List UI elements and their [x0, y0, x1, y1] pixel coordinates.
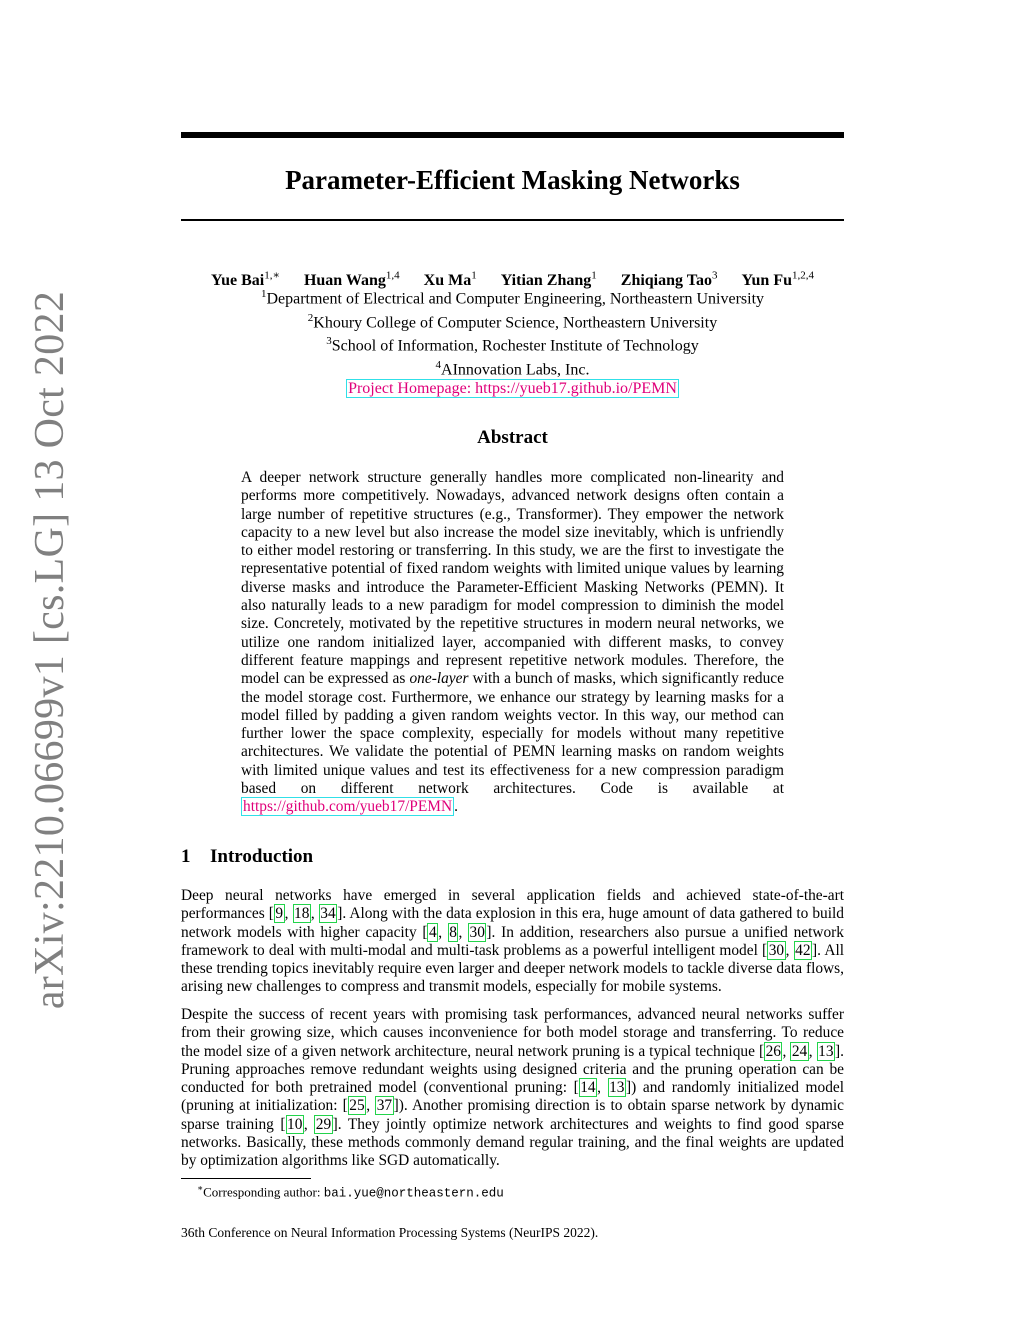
affiliation: $^3$School of Information, Rochester Institute of Technology: [326, 335, 699, 355]
section-heading-introduction: 1 Introduction: [181, 846, 314, 867]
intro-paragraph-2: Despite the success of recent years with promising task performances, advanced neural networks suffer from their growing size, which causes inconvenience for both model storage and transferring. To reduce the model size of a given network architecture, neural network pruning is a typical technique [26, 24, 13]. Pruning approaches remove redundant weights using designed criteria and the pruning operation can be conducted for both pretrained model (conventional pruning: [14, 13]) and randomly initialized model (pruning at initialization: [25, 37]). Another promising direction is to obtain sparse network by dynamic sparse training [10, 29]. They jointly optimize network architectures and weights to find good sparse networks. Basically, these methods commonly demand regular training, and the final weights are updated by optimization algorithms like SGD automatically.: [181, 1006, 845, 1170]
author: Huan Wang$^{1,4}$: [303, 270, 400, 290]
citation-link[interactable]: 10: [287, 1115, 303, 1133]
author: Yun Fu$^{1,2,4}$: [741, 270, 814, 290]
citation-link[interactable]: 25: [349, 1097, 365, 1115]
arxiv-identifier: arXiv:2210.06699v1 [cs.LG] 13 Oct 2022: [27, 290, 73, 1010]
citation-link[interactable]: 8: [449, 923, 457, 941]
affiliation: $^2$Khoury College of Computer Science, Northeastern University: [307, 311, 718, 331]
citation-link[interactable]: 37: [376, 1097, 393, 1115]
citation-link[interactable]: 26: [765, 1042, 781, 1060]
footnote-rule: [181, 1178, 311, 1179]
title-bottom-rule: [181, 219, 844, 221]
citation-link[interactable]: 4: [428, 923, 437, 941]
intro-paragraph-1: Deep neural networks have emerged in several application fields and achieved state-of-the-art performances [9, 18, 34]. Along with the data explosion in this era, huge amount of data gathered to build network models with higher capacity [4, 8, 30]. In addition, researchers also pursue a unified network framework to deal with multi-modal and multi-task problems as a powerful intelligent model [30, 42]. All these trending topics inevitably require even larger and deeper network models to tackle diverse data flows, arising new challenges to compress and transmit models, especially for mobile systems.: [181, 887, 845, 996]
citation-link[interactable]: 30: [768, 941, 785, 959]
citation-link[interactable]: 14: [580, 1079, 596, 1097]
author: Xu Ma$^1$: [423, 270, 477, 290]
paper-title: Parameter-Efficient Masking Networks: [285, 165, 740, 195]
citation-link[interactable]: 42: [795, 941, 811, 959]
abstract-text: A deeper network structure generally handles more complicated non-linearity and performs more competitively. Nowadays, advanced network designs often contain a large number of repetitive structures (e.g., Transformer). They empower the network capacity to a new level but also increase the model size inevitably, which is unfriendly to either model restoring or transferring. In this study, we are the first to investigate the representative potential of fixed random weights with limited unique values by learning diverse masks and introduce the Parameter-Efficient Masking Networks (PEMN). It also naturally leads to a new paradigm for model compression to diminish the model size. Concretely, motivated by the repetitive structures in modern neural networks, we utilize one random initialized layer, accompanied with different masks, to convey different feature mappings and represent repetitive network modules. Therefore, the model can be expressed as one-layer with a bunch of masks, which significantly reduce the model storage cost. Furthermore, we enhance our strategy by learning masks for a model filled by padding a given random weights vector. In this way, our method can further lower the space complexity, especially for models without many repetitive architectures. We validate the potential of PEMN learning masks on random weights with limited unique values and test its effectiveness for a new compression paradigm based on different network architectures. Code is available at https://github.com/yueb17/PEMN .: [241, 469, 784, 816]
title-top-rule: [181, 132, 844, 138]
author: Yitian Zhang$^1$: [500, 270, 597, 290]
venue-note: 36th Conference on Neural Information Processing Systems (NeurIPS 2022).: [181, 1225, 599, 1240]
emphasis-one-layer: one-layer: [409, 670, 469, 688]
citation-link[interactable]: 34: [320, 905, 336, 923]
affiliation-list: [181, 285, 844, 398]
code-link[interactable]: https://github.com/yueb17/PEMN: [243, 798, 453, 816]
citation-link[interactable]: 24: [791, 1042, 808, 1060]
author: Zhiqiang Tao$^3$: [620, 270, 718, 290]
citation-link[interactable]: 29: [315, 1115, 332, 1133]
citation-link[interactable]: 18: [294, 905, 310, 923]
affiliation: $^1$Department of Electrical and Computer Engineering, Northeastern University: [260, 288, 765, 308]
abstract-heading: Abstract: [477, 427, 548, 448]
citation-link[interactable]: 13: [818, 1042, 834, 1060]
citation-link[interactable]: 13: [609, 1079, 625, 1097]
citation-link[interactable]: 30: [469, 923, 485, 941]
affiliation: $^4$AInnovation Labs, Inc.: [435, 358, 590, 378]
citation-link[interactable]: 9: [275, 905, 284, 923]
author: Yue Bai$^{1,∗}$: [211, 270, 280, 290]
project-homepage-link[interactable]: Project Homepage: https://yueb17.github.io/PEMN: [348, 380, 677, 398]
footnote-corresponding-author: ∗Corresponding author: bai.yue@northeastern.edu: [197, 1183, 504, 1201]
author-email: bai.yue@northeastern.edu: [323, 1186, 504, 1201]
